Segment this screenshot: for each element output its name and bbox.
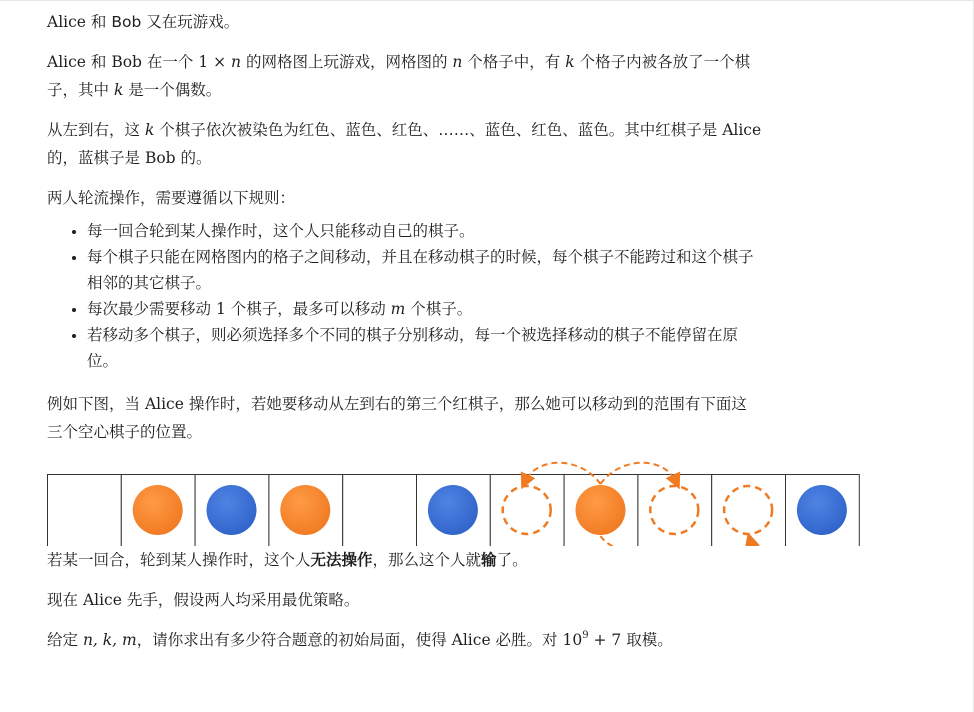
example-figure <box>47 446 877 546</box>
text: ，请你求出有多少符合题意的初始局面，使得 <box>136 631 452 649</box>
bob-name: Bob <box>144 149 176 167</box>
rule-text: 相邻的其它棋子。 <box>87 274 212 292</box>
intro-text: 和 Bob 又在玩游戏。 <box>85 13 240 31</box>
problem-statement <box>47 8 877 654</box>
bold-text: 输 <box>481 551 497 569</box>
paragraph-task <box>47 626 877 654</box>
text: 个格子内被各放了一个棋 <box>574 53 751 71</box>
rule-item <box>87 218 877 244</box>
rule-text: 个棋子，最多可以移动 <box>225 300 391 318</box>
text: 若某一回合，轮到某人操作时，这个人 <box>47 551 311 569</box>
text: 个棋子依次被染色为红色、蓝色、红色、……、蓝色、红色、蓝色。其中红棋子是 <box>154 121 723 139</box>
alice-name: Alice <box>47 13 86 31</box>
text: 和 <box>85 53 112 71</box>
text: 的网格图上玩游戏，网格图的 <box>241 53 453 71</box>
rule-text: 每个棋子只能在网格图内的格子之间移动，并且在移动棋子的时候，每个棋子不能跨过和这个棋子 <box>87 248 754 266</box>
math-n: n <box>452 53 463 71</box>
rule-text: 个棋子。 <box>405 300 473 318</box>
text: ，那么这个人就 <box>372 551 482 569</box>
blue-piece <box>797 485 847 535</box>
grid-diagram <box>47 446 877 546</box>
blue-piece <box>207 485 257 535</box>
text: 给定 <box>47 631 83 649</box>
rules-heading: 两人轮流操作，需要遵循以下规则： <box>47 189 296 207</box>
alice-name: Alice <box>144 395 184 413</box>
top-divider <box>0 0 974 1</box>
paragraph-grid <box>47 48 877 104</box>
math-k: k <box>113 81 124 99</box>
text: 个格子中，有 <box>462 53 566 71</box>
rule-item <box>87 244 877 296</box>
math-k: k <box>144 121 155 139</box>
grid-cell <box>343 475 417 547</box>
rule-item <box>87 296 877 322</box>
text: 是一个偶数。 <box>123 81 222 99</box>
alice-name: Alice <box>451 631 491 649</box>
paragraph-example <box>47 390 877 446</box>
text: 三个空心棋子的位置。 <box>47 423 203 441</box>
alice-name: Alice <box>47 53 86 71</box>
math-m: m <box>390 300 406 318</box>
text: 操作时，若她要移动从左到右的第三个红棋子，那么她可以移动到的范围有下面这 <box>183 395 747 413</box>
red-piece <box>576 485 626 535</box>
math-dims: 1 × <box>198 53 232 71</box>
blue-piece <box>428 485 478 535</box>
text: 例如下图，当 <box>47 395 145 413</box>
math-n: n <box>231 53 242 71</box>
text: 的，蓝棋子是 <box>47 149 145 167</box>
grid-cell <box>48 475 122 547</box>
rule-text: 位。 <box>87 352 119 370</box>
text: 的。 <box>175 149 212 167</box>
rule-text: 每一回合轮到某人操作时，这个人只能移动自己的棋子。 <box>87 222 475 240</box>
alice-name: Alice <box>82 591 122 609</box>
rules-list <box>47 218 877 374</box>
red-piece <box>280 485 330 535</box>
text: 从左到右，这 <box>47 121 145 139</box>
paragraph-lose <box>47 546 877 574</box>
text: 必胜。对 <box>490 631 563 649</box>
text: 现在 <box>47 591 83 609</box>
rule-item <box>87 322 877 374</box>
red-piece <box>133 485 183 535</box>
paragraph-colors <box>47 116 877 172</box>
text: + 7 取模。 <box>588 631 673 649</box>
alice-name: Alice <box>722 121 762 139</box>
rule-text: 每次最少需要移动 <box>87 300 216 318</box>
rule-text: 若移动多个棋子，则必须选择多个不同的棋子分别移动，每一个被选择移动的棋子不能停留在原 <box>87 326 739 344</box>
text: 在一个 <box>141 53 199 71</box>
math-vars: n, k, m <box>82 631 137 649</box>
bob-name: Bob <box>111 53 142 71</box>
math-exp: 9 <box>582 630 589 641</box>
math-base: 10 <box>562 631 583 649</box>
math-k: k <box>565 53 575 71</box>
text: 了。 <box>496 551 528 569</box>
paragraph-first <box>47 586 877 614</box>
text: 先手，假设两人均采用最优策略。 <box>121 591 360 609</box>
bold-text: 无法操作 <box>310 551 373 569</box>
paragraph-intro <box>47 8 877 36</box>
math-one: 1 <box>215 300 226 318</box>
text: 子，其中 <box>47 81 114 99</box>
